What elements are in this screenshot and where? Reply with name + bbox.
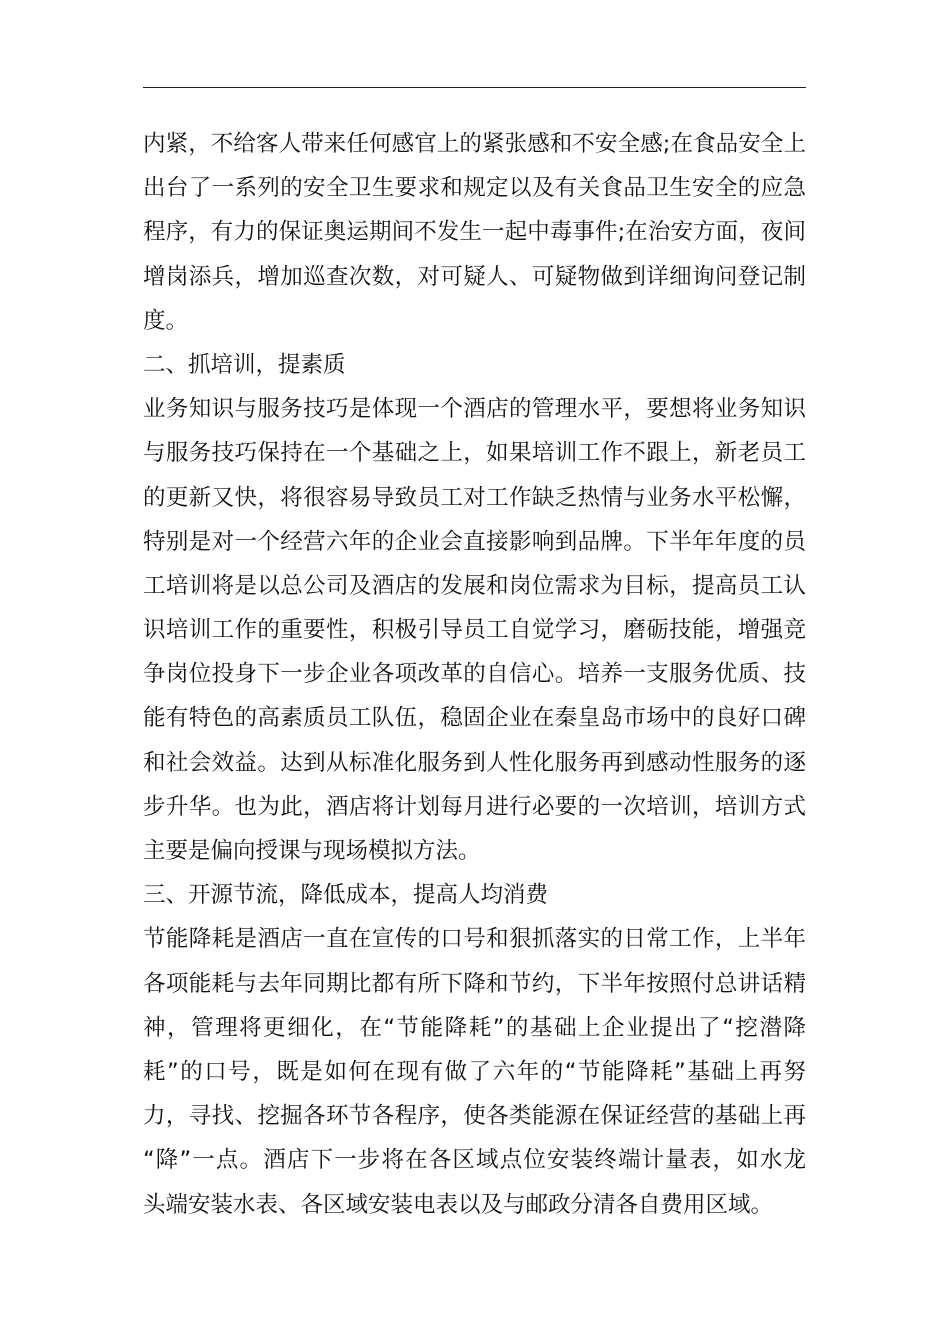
text-line: 力，寻找、挖掘各环节各程序，使各类能源在保证经营的基础上再 bbox=[143, 1103, 806, 1130]
header-rule bbox=[143, 87, 806, 88]
text-line: 出台了一系列的安全卫生要求和规定以及有关食品卫生安全的应急 bbox=[143, 175, 806, 202]
text-line: 能有特色的高素质员工队伍，稳固企业在秦皇岛市场中的良好口碑 bbox=[143, 705, 806, 732]
text-line: 特别是对一个经营六年的企业会直接影响到品牌。下半年年度的员 bbox=[143, 528, 806, 555]
text-line: 和社会效益。达到从标准化服务到人性化服务再到感动性服务的逐 bbox=[143, 749, 806, 776]
text-line: 内紧，不给客人带来任何感官上的紧张感和不安全感;在食品安全上 bbox=[143, 131, 806, 157]
text-line: 头端安装水表、各区域安装电表以及与邮政分清各自费用区域。 bbox=[143, 1191, 774, 1218]
text-line: 增岗添兵，增加巡查次数，对可疑人、可疑物做到详细询问登记制 bbox=[143, 263, 806, 290]
paragraph bbox=[143, 917, 806, 1226]
section-heading: 二、抓培训，提素质 bbox=[143, 351, 346, 378]
text-line: 神，管理将更细化，在“节能降耗”的基础上企业提出了“挖潜降 bbox=[143, 1014, 806, 1041]
text-line: 识培训工作的重要性，积极引导员工自觉学习，磨砺技能，增强竞 bbox=[143, 617, 806, 644]
document-body bbox=[143, 122, 806, 1227]
text-line: 步升华。也为此，酒店将计划每月进行必要的一次培训，培训方式 bbox=[143, 793, 806, 820]
text-line: 业务知识与服务技巧是体现一个酒店的管理水平，要想将业务知识 bbox=[143, 396, 806, 423]
text-line: 耗”的口号，既是如何在现有做了六年的“节能降耗”基础上再努 bbox=[143, 1058, 806, 1085]
text-line: 的更新又快，将很容易导致员工对工作缺乏热情与业务水平松懈， bbox=[143, 484, 806, 511]
text-line: “降”一点。酒店下一步将在各区域点位安装终端计量表，如水龙 bbox=[143, 1147, 806, 1174]
paragraph bbox=[143, 122, 806, 343]
text-line: 程序，有力的保证奥运期间不发生一起中毒事件;在治安方面，夜间 bbox=[143, 219, 806, 246]
text-line: 度。 bbox=[143, 307, 189, 334]
text-line: 主要是偏向授课与现场模拟方法。 bbox=[143, 838, 481, 864]
paragraph bbox=[143, 387, 806, 873]
text-line: 争岗位投身下一步企业各项改革的自信心。培养一支服务优质、技 bbox=[143, 661, 806, 688]
section-heading: 三、开源节流，降低成本，提高人均消费 bbox=[143, 882, 549, 909]
text-line: 各项能耗与去年同期比都有所下降和节约，下半年按照付总讲话精 bbox=[143, 970, 806, 997]
text-line: 工培训将是以总公司及酒店的发展和岗位需求为目标，提高员工认 bbox=[143, 572, 806, 599]
text-line: 与服务技巧保持在一个基础之上，如果培训工作不跟上，新老员工 bbox=[143, 440, 806, 467]
text-line: 节能降耗是酒店一直在宣传的口号和狠抓落实的日常工作，上半年 bbox=[143, 926, 806, 953]
